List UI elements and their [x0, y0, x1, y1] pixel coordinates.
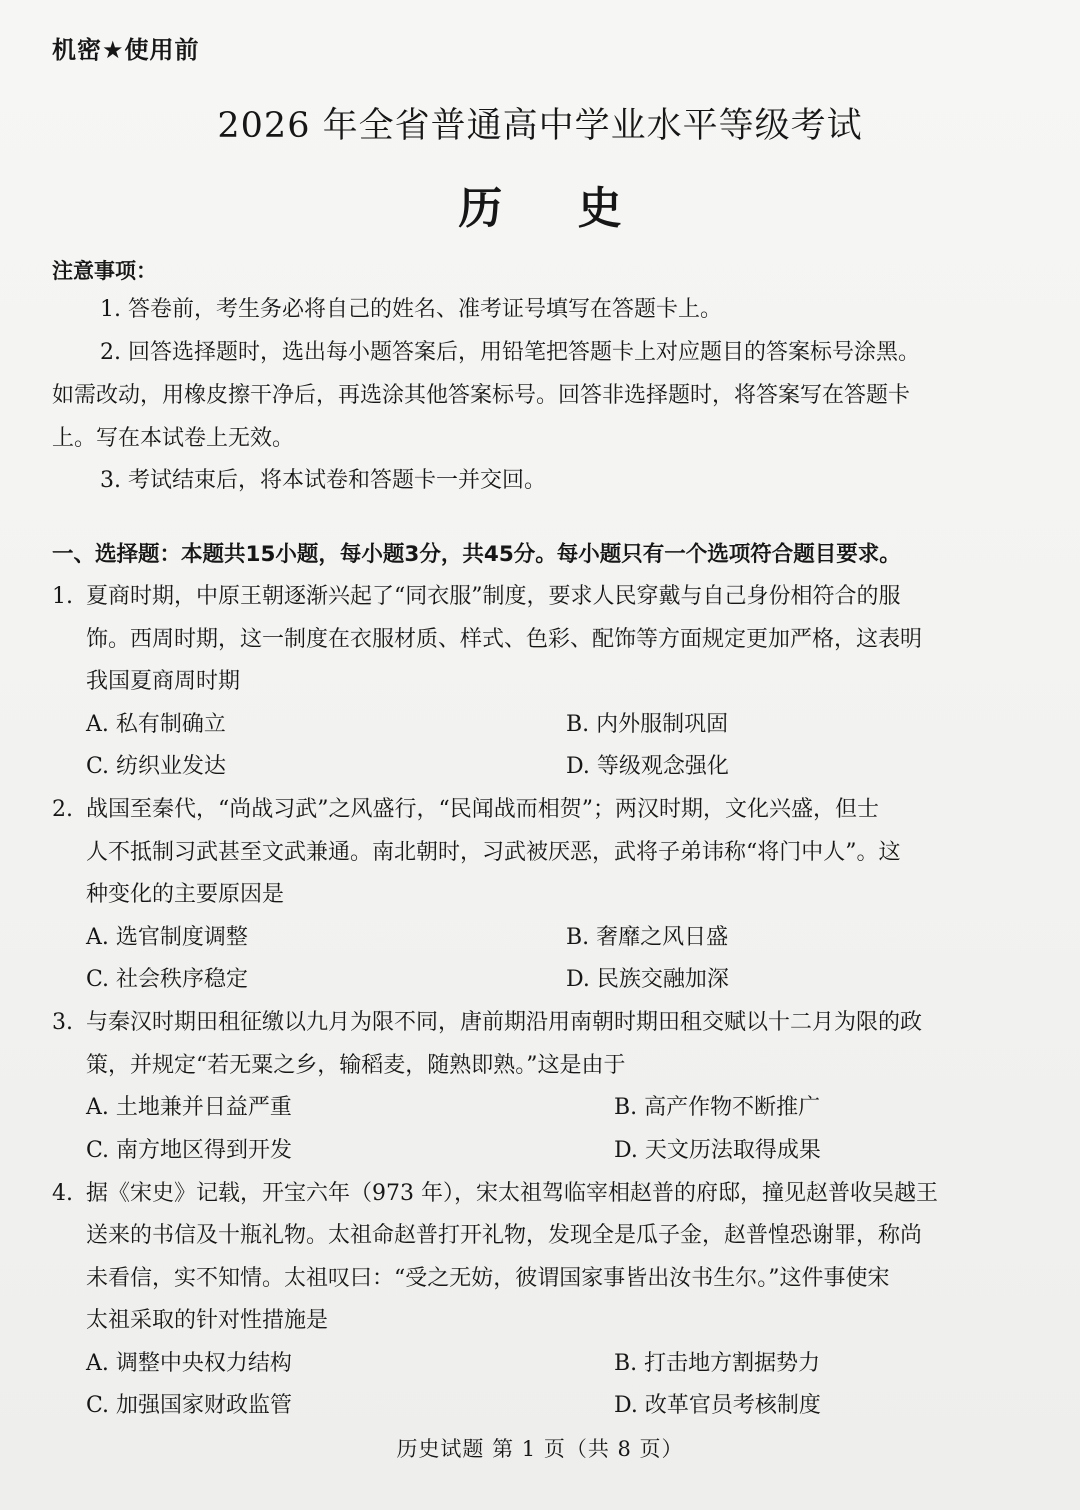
page-footer: 历史试题 第 1 页（共 8 页）	[396, 1437, 684, 1461]
notice-item-2-line-3: 上。写在本试卷上无效。	[52, 426, 295, 451]
notice-item-2-line-2: 如需改动，用橡皮擦干净后，再选涂其他答案标号。回答非选择题时，将答案写在答题卡	[52, 383, 911, 408]
question-stem-line: 夏商时期，中原王朝逐渐兴起了“同衣服”制度，要求人民穿戴与自己身份相符合的服	[86, 584, 901, 609]
option-b: B. 内外服制巩固	[566, 712, 729, 737]
subject-title: 历 史	[458, 183, 652, 234]
option-c: C. 纺织业发达	[86, 754, 227, 779]
option-a: A. 选官制度调整	[86, 925, 248, 950]
option-a: A. 私有制确立	[86, 712, 226, 737]
question-number: 4.	[52, 1181, 73, 1206]
question-stem-line: 策，并规定“若无粟之乡，输稻麦，随熟即熟。”这是由于	[86, 1053, 626, 1078]
option-d: D. 等级观念强化	[566, 754, 729, 779]
notice-item-2-line-1: 2. 回答选择题时，选出每小题答案后，用铅笔把答题卡上对应题目的答案标号涂黑。	[100, 340, 920, 365]
option-b: B. 高产作物不断推广	[614, 1095, 821, 1120]
question-stem-line: 饰。西周时期，这一制度在衣服材质、样式、色彩、配饰等方面规定更加严格，这表明	[86, 627, 923, 652]
section-heading: 一、选择题：本题共15小题，每小题3分，共45分。每小题只有一个选项符合题目要求。	[52, 542, 901, 567]
question-stem-line: 我国夏商周时期	[86, 669, 241, 694]
option-a: A. 调整中央权力结构	[86, 1351, 292, 1376]
question-stem-line: 未看信，实不知情。太祖叹曰：“受之无妨，彼谓国家事皆出汝书生尔。”这件事使宋	[86, 1266, 890, 1291]
question-stem-line: 种变化的主要原因是	[86, 882, 285, 907]
option-d: D. 民族交融加深	[566, 967, 729, 992]
question-stem-line: 据《宋史》记载，开宝六年（973 年），宋太祖驾临宰相赵普的府邸，撞见赵普收吴越王	[86, 1181, 938, 1206]
question-stem-line: 太祖采取的针对性措施是	[86, 1308, 329, 1333]
question-stem-line: 人不抵制习武甚至文武兼通。南北朝时，习武被厌恶，武将子弟讳称“将门中人”。这	[86, 840, 901, 865]
option-c: C. 社会秩序稳定	[86, 967, 249, 992]
option-c: C. 加强国家财政监管	[86, 1393, 293, 1418]
exam-title: 2026 年全省普通高中学业水平等级考试	[217, 106, 863, 146]
notice-item-1: 1. 答卷前，考生务必将自己的姓名、准考证号填写在答题卡上。	[100, 297, 722, 322]
option-b: B. 打击地方割据势力	[614, 1351, 821, 1376]
option-d: D. 改革官员考核制度	[614, 1393, 821, 1418]
option-a: A. 土地兼并日益严重	[86, 1095, 292, 1120]
question-number: 1.	[52, 584, 73, 609]
question-stem-line: 战国至秦代，“尚战习武”之风盛行，“民闻战而相贺”；两汉时期，文化兴盛，但士	[86, 797, 879, 822]
question-stem-line: 送来的书信及十瓶礼物。太祖命赵普打开礼物，发现全是瓜子金，赵普惶恐谢罪，称尚	[86, 1223, 923, 1248]
question-number: 3.	[52, 1010, 73, 1035]
question-number: 2.	[52, 797, 73, 822]
confidential-label: 机密★使用前	[52, 36, 200, 64]
notice-item-3: 3. 考试结束后，将本试卷和答题卡一并交回。	[100, 468, 546, 493]
question-stem-line: 与秦汉时期田租征缴以九月为限不同，唐前期沿用南朝时期田租交赋以十二月为限的政	[86, 1010, 923, 1035]
option-d: D. 天文历法取得成果	[614, 1138, 821, 1163]
option-c: C. 南方地区得到开发	[86, 1138, 293, 1163]
option-b: B. 奢靡之风日盛	[566, 925, 729, 950]
notice-heading: 注意事项：	[52, 259, 157, 283]
